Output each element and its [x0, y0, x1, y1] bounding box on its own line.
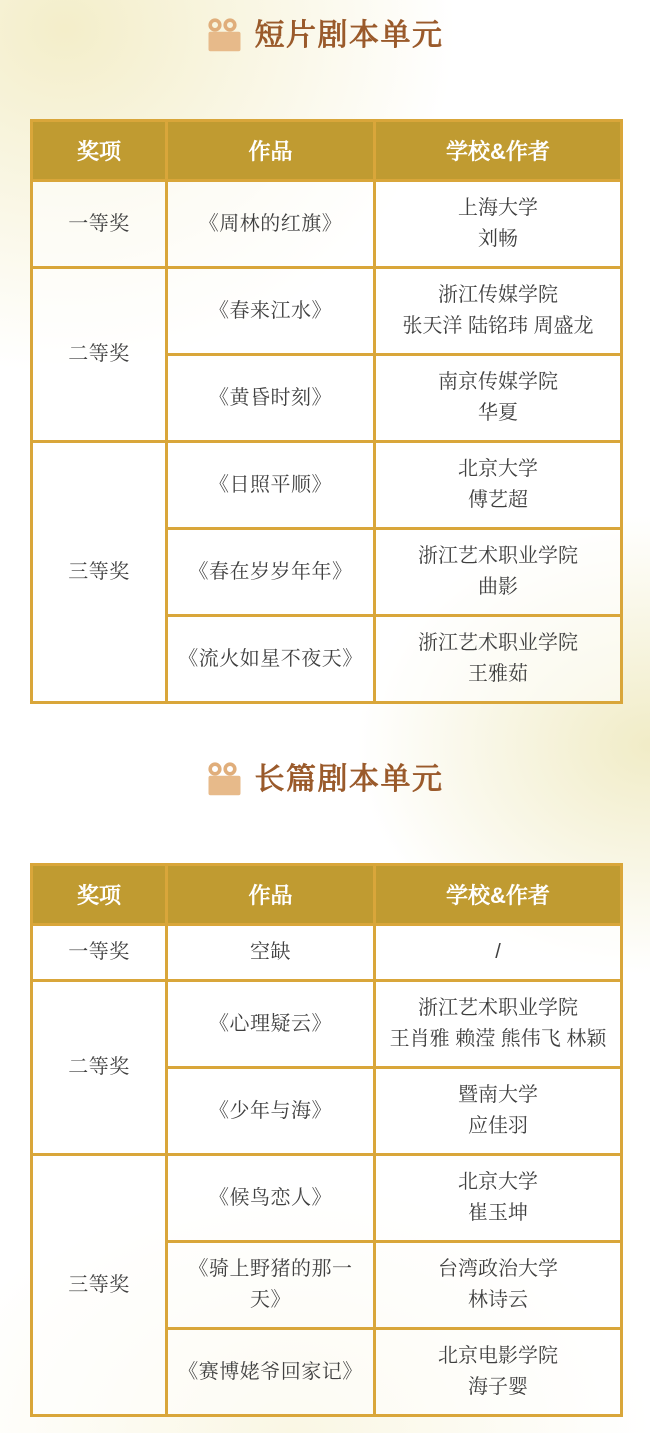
school-author-cell — [375, 181, 622, 268]
school-line: 南京传媒学院 — [438, 371, 558, 393]
school-line: 上海大学 — [458, 197, 538, 219]
section-title: 长篇剧本单元 — [254, 762, 444, 796]
film-projector-icon — [207, 762, 242, 796]
authors-line: 海子婴 — [468, 1376, 528, 1398]
table-head — [32, 121, 622, 181]
school-author-cell — [375, 442, 622, 529]
school-line: 浙江艺术职业学院 — [418, 997, 578, 1019]
authors-line: 张天洋 陆铭玮 周盛龙 — [402, 315, 594, 337]
school-author-cell — [375, 1155, 622, 1242]
authors-line: 王雅茹 — [468, 663, 528, 685]
work-cell: 《春在岁岁年年》 — [167, 529, 375, 616]
work-cell: 《心理疑云》 — [167, 981, 375, 1068]
table-row — [32, 981, 622, 1068]
school-line: 浙江艺术职业学院 — [418, 632, 578, 654]
work-cell: 《流火如星不夜天》 — [167, 616, 375, 703]
table-body — [32, 925, 622, 1416]
school-author-cell — [375, 529, 622, 616]
column-header: 学校&作者 — [375, 121, 622, 181]
school-line: 暨南大学 — [458, 1084, 538, 1106]
school-author-cell — [375, 981, 622, 1068]
award-cell: 二等奖 — [32, 268, 167, 442]
awards-announcement — [0, 18, 650, 1417]
school-line: 北京大学 — [458, 458, 538, 480]
award-section — [0, 18, 650, 704]
school-author-cell — [375, 268, 622, 355]
work-cell: 《周林的红旗》 — [167, 181, 375, 268]
column-header: 奖项 — [32, 121, 167, 181]
award-cell: 三等奖 — [32, 442, 167, 703]
award-table — [30, 863, 623, 1417]
section-title: 短片剧本单元 — [254, 18, 444, 52]
award-cell: 一等奖 — [32, 925, 167, 981]
school-line: 台湾政治大学 — [438, 1258, 558, 1280]
film-projector-icon — [207, 18, 242, 52]
work-cell: 《候鸟恋人》 — [167, 1155, 375, 1242]
award-cell: 二等奖 — [32, 981, 167, 1155]
award-cell: 一等奖 — [32, 181, 167, 268]
header-row — [32, 121, 622, 181]
table-body — [32, 181, 622, 703]
authors-line: 崔玉坤 — [468, 1202, 528, 1224]
authors-line: 王肖雅 赖滢 熊伟飞 林颖 — [389, 1028, 607, 1050]
school-line: 浙江传媒学院 — [438, 284, 558, 306]
authors-line: 曲影 — [478, 576, 518, 598]
authors-line: 华夏 — [478, 402, 518, 424]
school-author-cell — [375, 616, 622, 703]
work-cell: 《春来江水》 — [167, 268, 375, 355]
school-line: 北京大学 — [458, 1171, 538, 1193]
column-header: 奖项 — [32, 865, 167, 925]
work-cell: 《赛博姥爷回家记》 — [167, 1329, 375, 1416]
column-header: 作品 — [167, 121, 375, 181]
award-table — [30, 119, 623, 704]
school-author-cell — [375, 925, 622, 981]
authors-line: 傅艺超 — [468, 489, 528, 511]
school-author-cell — [375, 1329, 622, 1416]
table-row — [32, 1155, 622, 1242]
column-header: 学校&作者 — [375, 865, 622, 925]
school-line: / — [495, 941, 501, 963]
school-author-cell — [375, 1068, 622, 1155]
work-cell: 《黄昏时刻》 — [167, 355, 375, 442]
table-row — [32, 268, 622, 355]
authors-line: 应佳羽 — [468, 1115, 528, 1137]
award-cell: 三等奖 — [32, 1155, 167, 1416]
table-head — [32, 865, 622, 925]
table-row — [32, 442, 622, 529]
award-section — [0, 762, 650, 1417]
work-cell: 《日照平顺》 — [167, 442, 375, 529]
table-row — [32, 181, 622, 268]
school-author-cell — [375, 1242, 622, 1329]
work-cell: 《骑上野猪的那一天》 — [167, 1242, 375, 1329]
authors-line: 林诗云 — [468, 1289, 528, 1311]
authors-line: 刘畅 — [478, 228, 518, 250]
table-row — [32, 925, 622, 981]
section-head — [30, 762, 620, 797]
column-header: 作品 — [167, 865, 375, 925]
work-cell: 《少年与海》 — [167, 1068, 375, 1155]
school-line: 北京电影学院 — [438, 1345, 558, 1367]
header-row — [32, 865, 622, 925]
section-head — [30, 18, 620, 53]
school-author-cell — [375, 355, 622, 442]
work-cell: 空缺 — [167, 925, 375, 981]
school-line: 浙江艺术职业学院 — [418, 545, 578, 567]
